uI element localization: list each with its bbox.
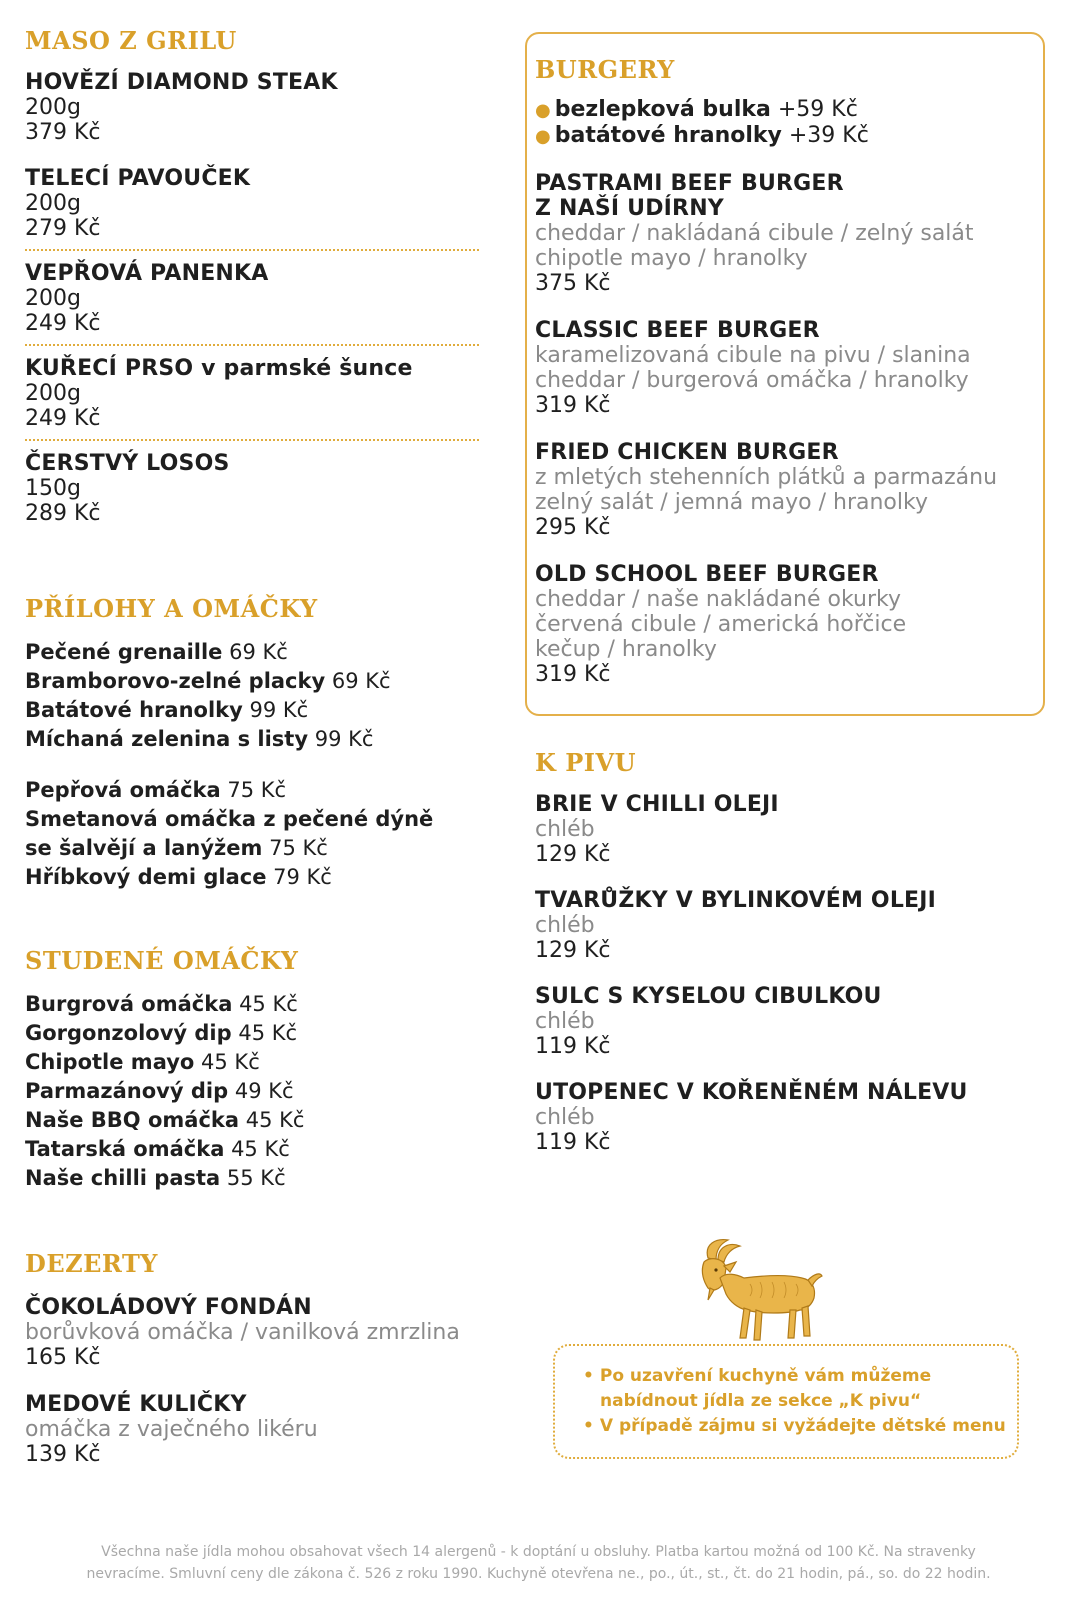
item-name-line2: Z NAŠÍ UDÍRNY bbox=[535, 196, 724, 221]
side-name: Hříbkový demi glace bbox=[25, 865, 267, 889]
side-price: 99 Kč bbox=[314, 727, 374, 751]
extra-item bbox=[535, 123, 1005, 149]
item-name: OLD SCHOOL BEEF BURGER bbox=[535, 562, 879, 587]
sauce-name: Tatarská omáčka bbox=[25, 1137, 225, 1161]
grill-item bbox=[25, 261, 495, 336]
note-text: V případě zájmu si vyžádejte dětské menu bbox=[599, 1416, 1006, 1436]
beer-item bbox=[535, 984, 1015, 1059]
item-weight: 200g bbox=[25, 95, 81, 120]
item-name: UTOPENEC V KOŘENĚNÉM NÁLEVU bbox=[535, 1080, 968, 1105]
grill-item bbox=[25, 451, 495, 526]
item-name: ČERSTVÝ LOSOS bbox=[25, 451, 230, 476]
item-price: 319 Kč bbox=[535, 393, 611, 418]
side-price: 79 Kč bbox=[273, 865, 332, 889]
item-description: borůvková omáčka / vanilková zmrzlina bbox=[25, 1320, 460, 1345]
item-name: CLASSIC BEEF BURGER bbox=[535, 318, 820, 343]
item-description: chléb bbox=[535, 1105, 595, 1130]
grill-item bbox=[25, 356, 495, 431]
sides-section-title: PŘÍLOHY A OMÁČKY bbox=[25, 594, 318, 623]
item-weight: 200g bbox=[25, 286, 81, 311]
grill-section-title: MASO Z GRILU bbox=[25, 26, 237, 55]
side-name: Míchaná zelenina s listy bbox=[25, 727, 309, 751]
item-name: HOVĚZÍ DIAMOND STEAK bbox=[25, 70, 338, 95]
item-description: cheddar / nakládaná cibule / zelný salát bbox=[535, 221, 974, 246]
bullet-icon: • bbox=[583, 1366, 594, 1386]
goat-eye bbox=[714, 1268, 717, 1271]
item-name: BRIE V CHILLI OLEJI bbox=[535, 792, 779, 817]
cold-sauces-section-title: STUDENÉ OMÁČKY bbox=[25, 946, 299, 975]
bullet-icon: ● bbox=[535, 126, 551, 147]
beer-section bbox=[535, 748, 1015, 1155]
grill-item bbox=[25, 166, 495, 241]
divider bbox=[25, 249, 479, 251]
item-price: 289 Kč bbox=[25, 501, 101, 526]
sauce-price: 45 Kč bbox=[231, 1137, 290, 1161]
item-description: červená cibule / americká hořčice bbox=[535, 612, 907, 637]
beer-item bbox=[535, 888, 1015, 963]
sauce-name: Naše BBQ omáčka bbox=[25, 1108, 240, 1132]
beer-section-title: K PIVU bbox=[535, 748, 637, 777]
footer bbox=[0, 1541, 1077, 1585]
note-text: Po uzavření kuchyně vám můžeme bbox=[599, 1366, 932, 1386]
side-price: 75 Kč bbox=[269, 836, 328, 860]
divider bbox=[25, 439, 479, 441]
item-price: 139 Kč bbox=[25, 1442, 101, 1467]
item-price: 119 Kč bbox=[535, 1034, 611, 1059]
item-description: z mletých stehenních plátků a parmazánu bbox=[535, 465, 998, 490]
item-description: kečup / hranolky bbox=[535, 637, 717, 662]
footer-line: Všechna naše jídla mohou obsahovat všech 14 alergenů - k doptání u obsluhy. Platba kartou možná od 100 Kč. Na stravenky bbox=[101, 1544, 976, 1560]
list-item bbox=[25, 863, 495, 892]
list-item bbox=[25, 1019, 495, 1048]
sauce-price: 45 Kč bbox=[238, 1021, 298, 1045]
sauce-name: Gorgonzolový dip bbox=[25, 1021, 232, 1045]
list-item bbox=[25, 1106, 495, 1135]
list-item bbox=[25, 990, 495, 1019]
side-name: se šalvějí a lanýžem bbox=[25, 836, 263, 860]
item-description: chipotle mayo / hranolky bbox=[535, 246, 808, 271]
item-description: omáčka z vaječného likéru bbox=[25, 1417, 318, 1442]
info-note-box bbox=[553, 1344, 1019, 1459]
sauce-name: Chipotle mayo bbox=[25, 1050, 195, 1074]
extra-price: +39 Kč bbox=[788, 123, 869, 148]
bullet-icon: • bbox=[583, 1416, 594, 1436]
item-price: 129 Kč bbox=[535, 938, 611, 963]
item-name: VEPŘOVÁ PANENKA bbox=[25, 261, 269, 286]
item-name: ČOKOLÁDOVÝ FONDÁN bbox=[25, 1295, 312, 1320]
left-column bbox=[25, 26, 495, 1467]
sauce-price: 45 Kč bbox=[201, 1050, 260, 1074]
sides-list bbox=[25, 638, 495, 754]
divider bbox=[25, 344, 479, 346]
sauce-price: 49 Kč bbox=[234, 1079, 294, 1103]
sauce-name: Parmazánový dip bbox=[25, 1079, 229, 1103]
extra-name: bezlepková bulka bbox=[554, 97, 771, 122]
dessert-item bbox=[25, 1392, 495, 1467]
burgers-section-title: BURGERY bbox=[535, 55, 675, 84]
burger-item bbox=[535, 171, 1005, 296]
burger-item bbox=[535, 318, 1005, 418]
side-name: Smetanová omáčka z pečené dýně bbox=[25, 807, 434, 831]
beer-item bbox=[535, 792, 1015, 867]
list-item bbox=[25, 667, 495, 696]
list-item bbox=[25, 805, 495, 834]
desserts-section-title: DEZERTY bbox=[25, 1249, 158, 1278]
list-item bbox=[25, 776, 495, 805]
side-price: 69 Kč bbox=[229, 640, 288, 664]
list-item bbox=[25, 725, 495, 754]
sauces-list bbox=[25, 776, 495, 892]
list-item bbox=[25, 696, 495, 725]
item-name: MEDOVÉ KULIČKY bbox=[25, 1392, 247, 1417]
item-price: 249 Kč bbox=[25, 311, 101, 336]
item-description: zelný salát / jemná mayo / hranolky bbox=[535, 490, 928, 515]
item-name: PASTRAMI BEEF BURGER bbox=[535, 171, 844, 196]
side-price: 99 Kč bbox=[249, 698, 309, 722]
item-price: 249 Kč bbox=[25, 406, 101, 431]
item-weight: 150g bbox=[25, 476, 81, 501]
item-name: KUŘECÍ PRSO v parmské šunce bbox=[25, 356, 413, 381]
cold-sauces-list bbox=[25, 990, 495, 1193]
bullet-icon: ● bbox=[535, 100, 551, 121]
side-price: 69 Kč bbox=[331, 669, 391, 693]
note-line: nabídnout jídla ze sekce „K pivu“ bbox=[600, 1391, 922, 1411]
item-weight: 200g bbox=[25, 381, 81, 406]
extra-price: +59 Kč bbox=[777, 97, 858, 122]
burgers-section bbox=[535, 55, 1005, 687]
item-price: 375 Kč bbox=[535, 271, 611, 296]
item-price: 129 Kč bbox=[535, 842, 611, 867]
burger-item bbox=[535, 440, 1005, 540]
item-description: chléb bbox=[535, 1009, 595, 1034]
sauce-price: 55 Kč bbox=[226, 1166, 286, 1190]
side-price: 75 Kč bbox=[227, 778, 287, 802]
sauce-name: Burgrová omáčka bbox=[25, 992, 233, 1016]
item-description: karamelizovaná cibule na pivu / slanina bbox=[535, 343, 971, 368]
note-line bbox=[583, 1364, 1017, 1389]
item-description: chléb bbox=[535, 817, 595, 842]
item-weight: 200g bbox=[25, 191, 81, 216]
item-price: 165 Kč bbox=[25, 1345, 101, 1370]
item-name: SULC S KYSELOU CIBULKOU bbox=[535, 984, 882, 1009]
goat-icon bbox=[690, 1238, 830, 1346]
beer-item bbox=[535, 1080, 1015, 1155]
extra-item bbox=[535, 97, 1005, 123]
item-name: TELECÍ PAVOUČEK bbox=[25, 166, 251, 191]
item-price: 319 Kč bbox=[535, 662, 611, 687]
list-item bbox=[25, 1048, 495, 1077]
item-description: cheddar / naše nakládané okurky bbox=[535, 587, 902, 612]
item-price: 119 Kč bbox=[535, 1130, 611, 1155]
side-name: Batátové hranolky bbox=[25, 698, 243, 722]
dessert-item bbox=[25, 1295, 495, 1370]
note-line bbox=[583, 1414, 1017, 1439]
item-price: 279 Kč bbox=[25, 216, 101, 241]
side-name: Bramborovo-zelné placky bbox=[25, 669, 326, 693]
side-name: Pepřová omáčka bbox=[25, 778, 221, 802]
list-item bbox=[25, 834, 495, 863]
item-name: FRIED CHICKEN BURGER bbox=[535, 440, 839, 465]
burger-item bbox=[535, 562, 1005, 687]
item-description: cheddar / burgerová omáčka / hranolky bbox=[535, 368, 969, 393]
sauce-price: 45 Kč bbox=[245, 1108, 305, 1132]
footer-line: nevracíme. Smluvní ceny dle zákona č. 526 z roku 1990. Kuchyně otevřena ne., po., út., st., čt. do 21 hodin, pá., so. do 22 hodin. bbox=[86, 1566, 991, 1582]
item-description: chléb bbox=[535, 913, 595, 938]
sauce-price: 45 Kč bbox=[239, 992, 298, 1016]
list-item bbox=[25, 1135, 495, 1164]
item-price: 295 Kč bbox=[535, 515, 611, 540]
sauce-name: Naše chilli pasta bbox=[25, 1166, 221, 1190]
item-name: TVARŮŽKY V BYLINKOVÉM OLEJI bbox=[535, 888, 937, 913]
item-price: 379 Kč bbox=[25, 120, 101, 145]
grill-item bbox=[25, 70, 495, 145]
list-item bbox=[25, 1077, 495, 1106]
list-item bbox=[25, 638, 495, 667]
list-item bbox=[25, 1164, 495, 1193]
extra-name: batátové hranolky bbox=[554, 123, 782, 148]
side-name: Pečené grenaille bbox=[25, 640, 223, 664]
